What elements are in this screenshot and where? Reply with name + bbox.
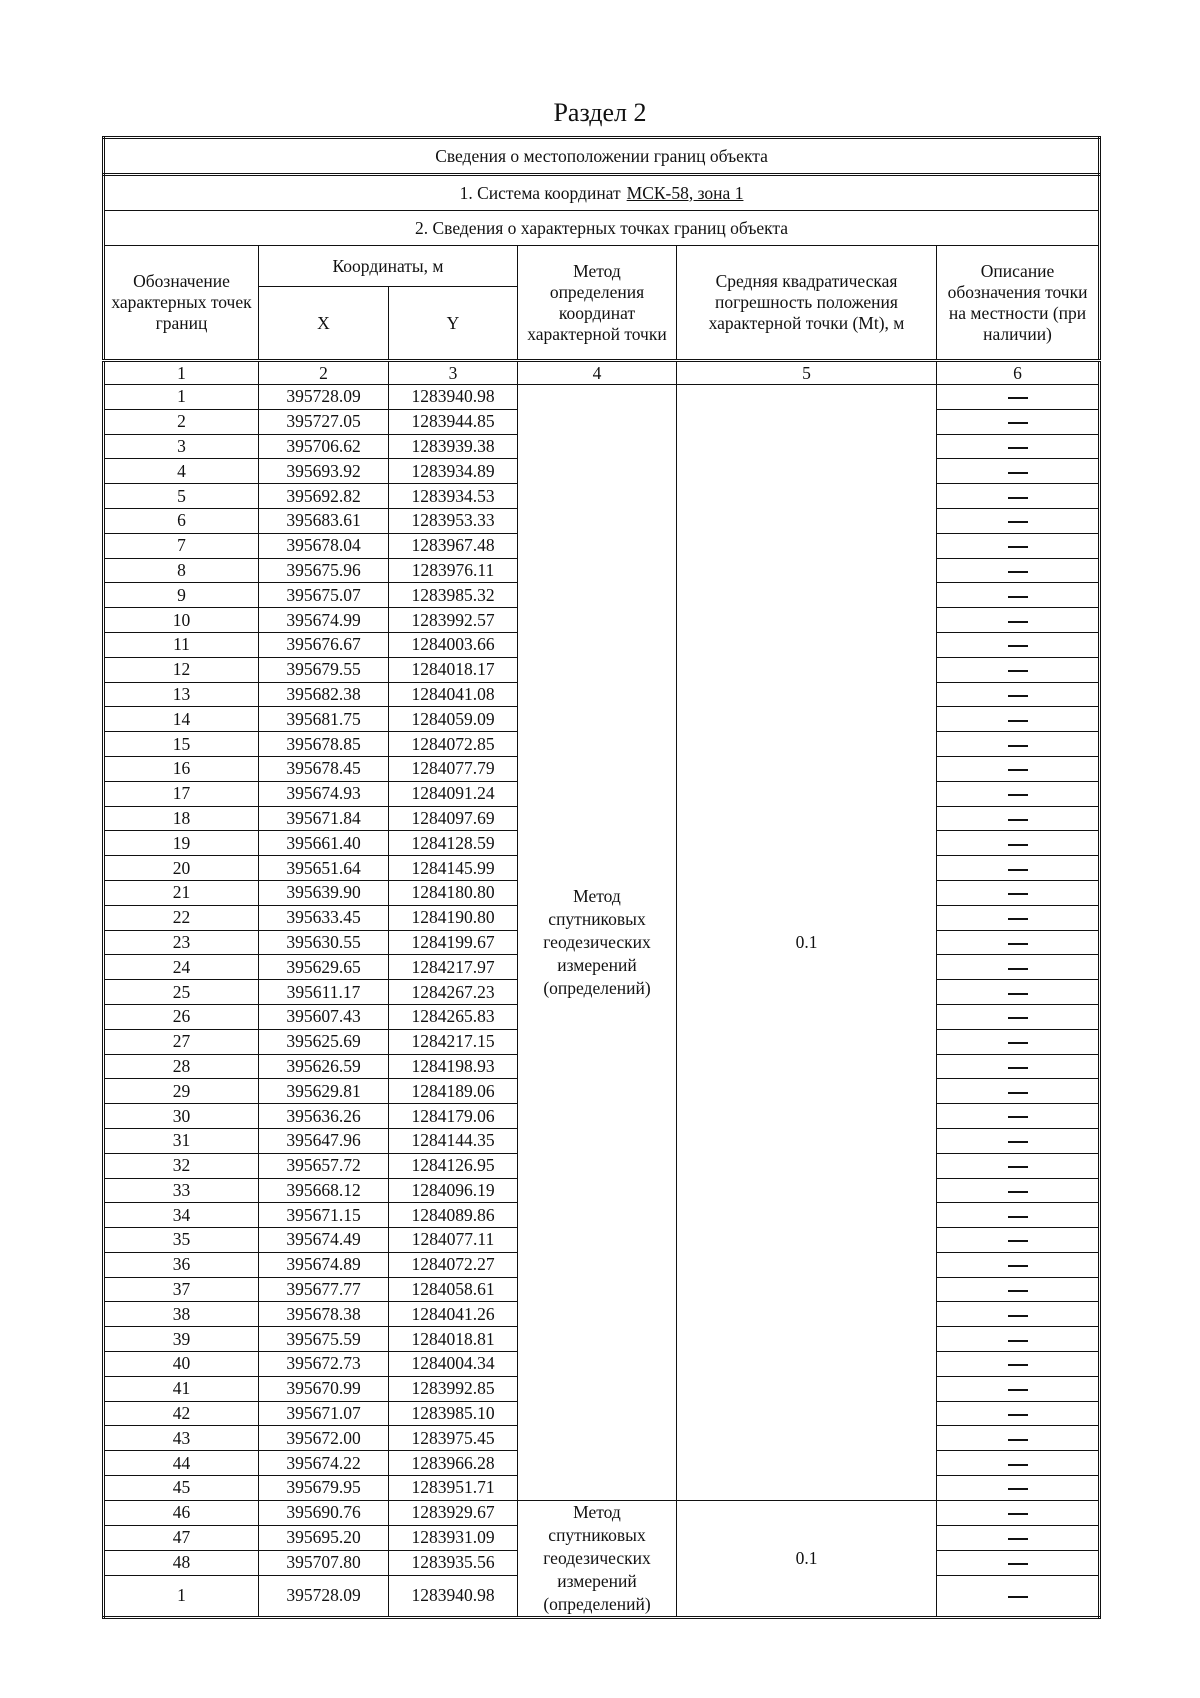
point-number: 1 [104, 1575, 259, 1617]
description-cell [937, 732, 1100, 757]
description-cell [937, 1451, 1100, 1476]
point-number: 19 [104, 831, 259, 856]
description-cell [937, 1104, 1100, 1129]
description-dash [1008, 1364, 1028, 1366]
coord-y: 1283992.57 [389, 608, 518, 633]
description-cell [937, 1054, 1100, 1079]
description-dash [1008, 819, 1028, 821]
header-x: X [259, 287, 389, 361]
point-number: 35 [104, 1228, 259, 1253]
coord-x: 395690.76 [259, 1500, 389, 1525]
coord-x: 395728.09 [259, 385, 389, 410]
coord-y: 1284145.99 [389, 856, 518, 881]
coord-y: 1283931.09 [389, 1525, 518, 1550]
point-number: 42 [104, 1401, 259, 1426]
point-number: 38 [104, 1302, 259, 1327]
coord-x: 395706.62 [259, 434, 389, 459]
coord-x: 395639.90 [259, 880, 389, 905]
coord-y: 1284091.24 [389, 781, 518, 806]
description-dash [1008, 918, 1028, 920]
coord-y: 1283985.10 [389, 1401, 518, 1426]
coord-x: 395674.22 [259, 1451, 389, 1476]
description-dash [1008, 497, 1028, 499]
description-dash [1008, 670, 1028, 672]
description-dash [1008, 1563, 1028, 1565]
description-cell [937, 1228, 1100, 1253]
description-cell [937, 905, 1100, 930]
coord-y: 1284190.80 [389, 905, 518, 930]
coord-y: 1284096.19 [389, 1178, 518, 1203]
description-dash [1008, 968, 1028, 970]
description-dash [1008, 1166, 1028, 1168]
description-dash [1008, 1092, 1028, 1094]
description-dash [1008, 1464, 1028, 1466]
column-number: 1 [104, 361, 259, 385]
coord-x: 395692.82 [259, 484, 389, 509]
point-number: 17 [104, 781, 259, 806]
point-number: 41 [104, 1376, 259, 1401]
coord-y: 1283934.53 [389, 484, 518, 509]
header-coordinates: Координаты, м [259, 246, 518, 287]
description-cell [937, 1575, 1100, 1617]
coord-x: 395668.12 [259, 1178, 389, 1203]
coord-x: 395728.09 [259, 1575, 389, 1617]
coord-x: 395679.55 [259, 657, 389, 682]
point-number: 40 [104, 1352, 259, 1377]
coord-y: 1283934.89 [389, 459, 518, 484]
description-cell [937, 434, 1100, 459]
description-dash [1008, 1389, 1028, 1391]
coord-y: 1284004.34 [389, 1352, 518, 1377]
description-dash [1008, 1414, 1028, 1416]
point-number: 39 [104, 1327, 259, 1352]
coord-y: 1283992.85 [389, 1376, 518, 1401]
description-dash [1008, 1538, 1028, 1540]
point-number: 33 [104, 1178, 259, 1203]
point-number: 46 [104, 1500, 259, 1525]
point-number: 1 [104, 385, 259, 410]
point-number: 37 [104, 1277, 259, 1302]
description-cell [937, 1302, 1100, 1327]
coord-y: 1284072.85 [389, 732, 518, 757]
coord-y: 1284077.79 [389, 756, 518, 781]
coord-x: 395611.17 [259, 980, 389, 1005]
coord-x: 395676.67 [259, 632, 389, 657]
description-dash [1008, 447, 1028, 449]
description-cell [937, 955, 1100, 980]
coord-y: 1284041.26 [389, 1302, 518, 1327]
coord-x: 395693.92 [259, 459, 389, 484]
description-cell [937, 1525, 1100, 1550]
description-dash [1008, 745, 1028, 747]
column-number: 4 [518, 361, 677, 385]
coord-x: 395675.07 [259, 583, 389, 608]
point-number: 24 [104, 955, 259, 980]
description-dash [1008, 1042, 1028, 1044]
description-cell [937, 1376, 1100, 1401]
description-dash [1008, 1488, 1028, 1490]
point-number: 29 [104, 1079, 259, 1104]
coord-y: 1283967.48 [389, 533, 518, 558]
description-cell [937, 856, 1100, 881]
coord-x: 395678.38 [259, 1302, 389, 1327]
description-cell [937, 1476, 1100, 1501]
coord-x: 395674.89 [259, 1252, 389, 1277]
coord-x: 395607.43 [259, 1004, 389, 1029]
section-title: Раздел 2 [553, 98, 647, 127]
description-cell [937, 385, 1100, 410]
point-number: 44 [104, 1451, 259, 1476]
coord-x: 395672.00 [259, 1426, 389, 1451]
point-number: 5 [104, 484, 259, 509]
coord-y: 1283944.85 [389, 409, 518, 434]
point-number: 27 [104, 1029, 259, 1054]
header-method: Метод определения координат характерной точки [518, 246, 677, 361]
header-description: Описание обозначения точки на местности (при наличии) [937, 246, 1100, 361]
description-dash [1008, 596, 1028, 598]
point-number: 36 [104, 1252, 259, 1277]
description-dash [1008, 1240, 1028, 1242]
description-cell [937, 632, 1100, 657]
point-number: 6 [104, 508, 259, 533]
description-cell [937, 1178, 1100, 1203]
description-cell [937, 409, 1100, 434]
coord-y: 1284265.83 [389, 1004, 518, 1029]
description-dash [1008, 546, 1028, 548]
description-dash [1008, 1315, 1028, 1317]
coord-y: 1283935.56 [389, 1550, 518, 1575]
coord-x: 395695.20 [259, 1525, 389, 1550]
description-cell [937, 930, 1100, 955]
coord-x: 395674.49 [259, 1228, 389, 1253]
table-row [104, 1500, 1100, 1525]
description-dash [1008, 720, 1028, 722]
point-number: 9 [104, 583, 259, 608]
coord-y: 1283975.45 [389, 1426, 518, 1451]
description-cell [937, 1426, 1100, 1451]
coord-y: 1284198.93 [389, 1054, 518, 1079]
description-cell [937, 1128, 1100, 1153]
description-dash [1008, 1596, 1028, 1598]
point-number: 2 [104, 409, 259, 434]
description-cell [937, 806, 1100, 831]
coord-y: 1283985.32 [389, 583, 518, 608]
point-number: 30 [104, 1104, 259, 1129]
coord-x: 395625.69 [259, 1029, 389, 1054]
coord-x: 395679.95 [259, 1476, 389, 1501]
description-cell [937, 1550, 1100, 1575]
points-section-label: 2. Сведения о характерных точках границ объекта [104, 211, 1100, 246]
description-dash [1008, 1141, 1028, 1143]
coord-x: 395629.65 [259, 955, 389, 980]
coordinate-system-row [104, 175, 1100, 211]
coord-y: 1283953.33 [389, 508, 518, 533]
coord-x: 395629.81 [259, 1079, 389, 1104]
coord-y: 1284189.06 [389, 1079, 518, 1104]
coord-x: 395630.55 [259, 930, 389, 955]
description-dash [1008, 1513, 1028, 1515]
coord-y: 1284072.27 [389, 1252, 518, 1277]
coord-y: 1284217.97 [389, 955, 518, 980]
description-cell [937, 756, 1100, 781]
description-cell [937, 1029, 1100, 1054]
coord-y: 1284180.80 [389, 880, 518, 905]
coord-x: 395670.99 [259, 1376, 389, 1401]
point-number: 28 [104, 1054, 259, 1079]
coord-x: 395675.96 [259, 558, 389, 583]
coord-y: 1283939.38 [389, 434, 518, 459]
coord-y: 1284179.06 [389, 1104, 518, 1129]
point-number: 34 [104, 1203, 259, 1228]
point-number: 3 [104, 434, 259, 459]
coord-y: 1284089.86 [389, 1203, 518, 1228]
description-cell [937, 608, 1100, 633]
coord-y: 1284018.81 [389, 1327, 518, 1352]
method-cell: Метод спутниковых геодезических измерений (определений) [518, 385, 677, 1501]
coord-x: 395727.05 [259, 409, 389, 434]
coord-x: 395651.64 [259, 856, 389, 881]
coord-x: 395671.84 [259, 806, 389, 831]
point-number: 48 [104, 1550, 259, 1575]
description-cell [937, 1004, 1100, 1029]
coord-x: 395681.75 [259, 707, 389, 732]
table-row [104, 385, 1100, 410]
point-number: 25 [104, 980, 259, 1005]
description-cell [937, 533, 1100, 558]
coord-y: 1284128.59 [389, 831, 518, 856]
error-cell: 0.1 [677, 385, 937, 1501]
description-dash [1008, 943, 1028, 945]
description-cell [937, 831, 1100, 856]
coord-x: 395671.07 [259, 1401, 389, 1426]
description-dash [1008, 1340, 1028, 1342]
coord-y: 1283951.71 [389, 1476, 518, 1501]
coord-x: 395636.26 [259, 1104, 389, 1129]
description-dash [1008, 571, 1028, 573]
description-cell [937, 1401, 1100, 1426]
description-dash [1008, 645, 1028, 647]
coord-y: 1283966.28 [389, 1451, 518, 1476]
coord-x: 395647.96 [259, 1128, 389, 1153]
description-dash [1008, 1265, 1028, 1267]
description-cell [937, 558, 1100, 583]
point-number: 32 [104, 1153, 259, 1178]
coord-y: 1284059.09 [389, 707, 518, 732]
boundary-table-frame [102, 136, 1098, 1619]
coord-x: 395682.38 [259, 682, 389, 707]
description-cell [937, 657, 1100, 682]
coord-y: 1284199.67 [389, 930, 518, 955]
point-number: 15 [104, 732, 259, 757]
coord-y: 1284041.08 [389, 682, 518, 707]
description-cell [937, 484, 1100, 509]
description-cell [937, 583, 1100, 608]
coord-y: 1284077.11 [389, 1228, 518, 1253]
description-dash [1008, 1067, 1028, 1069]
coord-x: 395657.72 [259, 1153, 389, 1178]
description-dash [1008, 794, 1028, 796]
point-number: 20 [104, 856, 259, 881]
point-number: 31 [104, 1128, 259, 1153]
description-cell [937, 1153, 1100, 1178]
description-cell [937, 508, 1100, 533]
description-dash [1008, 1017, 1028, 1019]
coord-x: 395707.80 [259, 1550, 389, 1575]
description-dash [1008, 621, 1028, 623]
header-point-designation: Обозначение характерных точек границ [104, 246, 259, 361]
coord-y: 1284217.15 [389, 1029, 518, 1054]
description-dash [1008, 769, 1028, 771]
point-number: 7 [104, 533, 259, 558]
coord-x: 395626.59 [259, 1054, 389, 1079]
coordinate-system-label: 1. Система координат [459, 182, 621, 203]
point-number: 26 [104, 1004, 259, 1029]
coord-x: 395678.85 [259, 732, 389, 757]
description-dash [1008, 1216, 1028, 1218]
point-number: 4 [104, 459, 259, 484]
point-number: 21 [104, 880, 259, 905]
description-dash [1008, 869, 1028, 871]
description-cell [937, 781, 1100, 806]
coord-y: 1284018.17 [389, 657, 518, 682]
point-number: 14 [104, 707, 259, 732]
coordinate-system-value: МСК-58, зона 1 [626, 182, 744, 203]
coord-x: 395674.93 [259, 781, 389, 806]
error-cell: 0.1 [677, 1500, 937, 1617]
point-number: 16 [104, 756, 259, 781]
description-cell [937, 1203, 1100, 1228]
coord-y: 1283976.11 [389, 558, 518, 583]
coord-x: 395672.73 [259, 1352, 389, 1377]
point-number: 13 [104, 682, 259, 707]
point-number: 11 [104, 632, 259, 657]
description-dash [1008, 472, 1028, 474]
column-number: 2 [259, 361, 389, 385]
point-number: 12 [104, 657, 259, 682]
coord-x: 395661.40 [259, 831, 389, 856]
point-number: 22 [104, 905, 259, 930]
point-number: 45 [104, 1476, 259, 1501]
point-number: 10 [104, 608, 259, 633]
description-cell [937, 1352, 1100, 1377]
description-cell [937, 459, 1100, 484]
description-dash [1008, 893, 1028, 895]
coord-x: 395671.15 [259, 1203, 389, 1228]
description-cell [937, 880, 1100, 905]
coord-y: 1284097.69 [389, 806, 518, 831]
header-y: Y [389, 287, 518, 361]
description-cell [937, 682, 1100, 707]
point-number: 18 [104, 806, 259, 831]
coord-y: 1284267.23 [389, 980, 518, 1005]
coord-y: 1283929.67 [389, 1500, 518, 1525]
coord-x: 395674.99 [259, 608, 389, 633]
column-number: 5 [677, 361, 937, 385]
method-cell: Метод спутниковых геодезических измерений (определений) [518, 1500, 677, 1617]
description-dash [1008, 422, 1028, 424]
description-dash [1008, 993, 1028, 995]
coord-x: 395675.59 [259, 1327, 389, 1352]
description-cell [937, 707, 1100, 732]
header-error: Средняя квадратическая погрешность положения характерной точки (Mt), м [677, 246, 937, 361]
point-number: 23 [104, 930, 259, 955]
description-dash [1008, 397, 1028, 399]
description-cell [937, 1327, 1100, 1352]
description-dash [1008, 521, 1028, 523]
point-number: 43 [104, 1426, 259, 1451]
description-cell [937, 1500, 1100, 1525]
boundary-table [102, 136, 1101, 1619]
column-number: 3 [389, 361, 518, 385]
point-number: 8 [104, 558, 259, 583]
description-dash [1008, 1116, 1028, 1118]
description-cell [937, 980, 1100, 1005]
coord-x: 395677.77 [259, 1277, 389, 1302]
description-cell [937, 1079, 1100, 1104]
description-dash [1008, 1439, 1028, 1441]
coord-y: 1283940.98 [389, 385, 518, 410]
coord-y: 1283940.98 [389, 1575, 518, 1617]
description-dash [1008, 1290, 1028, 1292]
description-dash [1008, 844, 1028, 846]
description-cell [937, 1277, 1100, 1302]
coord-y: 1284058.61 [389, 1277, 518, 1302]
description-dash [1008, 695, 1028, 697]
description-dash [1008, 1191, 1028, 1193]
coord-y: 1284126.95 [389, 1153, 518, 1178]
coord-y: 1284144.35 [389, 1128, 518, 1153]
coord-x: 395678.45 [259, 756, 389, 781]
coord-x: 395683.61 [259, 508, 389, 533]
column-number: 6 [937, 361, 1100, 385]
coord-x: 395633.45 [259, 905, 389, 930]
table-title: Сведения о местоположении границ объекта [104, 138, 1100, 175]
description-cell [937, 1252, 1100, 1277]
point-number: 47 [104, 1525, 259, 1550]
coord-x: 395678.04 [259, 533, 389, 558]
coord-y: 1284003.66 [389, 632, 518, 657]
